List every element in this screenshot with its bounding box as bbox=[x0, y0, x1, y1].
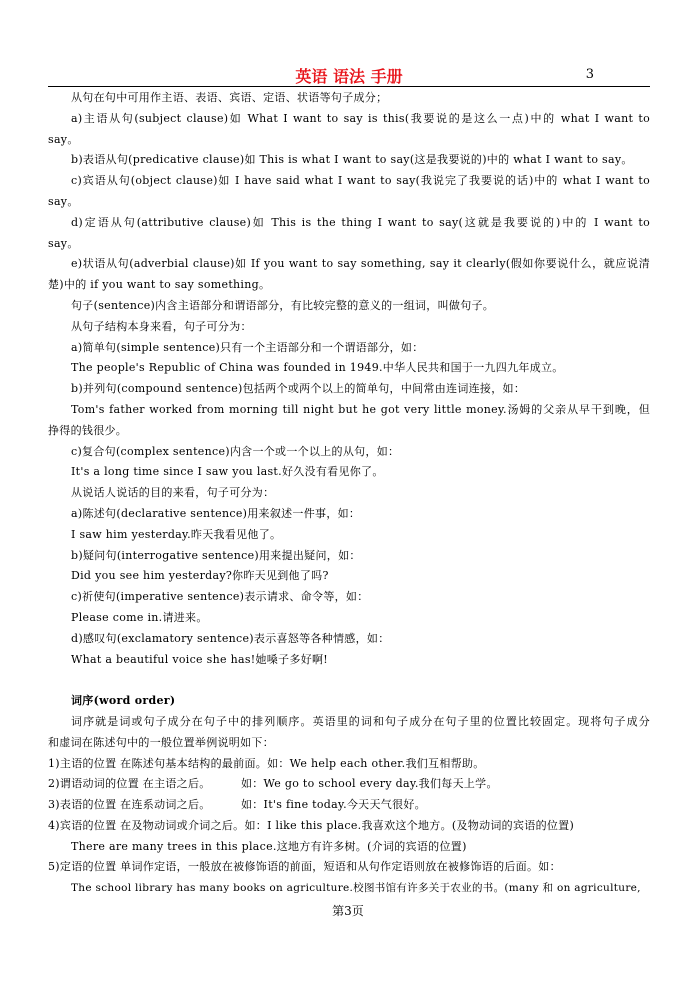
text-line: 和虚词在陈述句中的一般位置举例说明如下： bbox=[48, 735, 274, 749]
page-header bbox=[48, 62, 650, 87]
text-line: 词序就是词或句子成分在句子中的排列顺序。英语里的词和句子成分在句子里的位置比较固定。现将句子成分 bbox=[71, 714, 650, 728]
text-line: c)复合句(complex sentence)内含一个或一个以上的从句，如： bbox=[71, 444, 400, 458]
text-line: I saw him yesterday.昨天我看见他了。 bbox=[71, 527, 282, 541]
text-line: 3)表语的位置 在连系动词之后。 如：It's fine today.今天天气很好。 bbox=[48, 798, 426, 812]
text-line: 从句子结构本身来看，句子可分为： bbox=[71, 319, 252, 333]
text-line: Please come in.请进来。 bbox=[71, 610, 208, 624]
header-page-number: 3 bbox=[585, 67, 594, 82]
blank-line bbox=[48, 670, 650, 691]
text-line: 1)主语的位置 在陈述句基本结构的最前面。如：We help each other.我们互相帮助。 bbox=[48, 756, 485, 770]
text-line: a)主语从句(subject clause)如 What I want to say is this(我要说的是这么一点)中的 what I want to bbox=[71, 111, 650, 125]
text-line: e)状语从句(adverbial clause)如 If you want to say something, say it clearly(假如你要说什么，就应说清 bbox=[71, 257, 650, 271]
text-line: What a beautiful voice she has!她嗓子多好啊! bbox=[71, 652, 329, 666]
text-line: b)并列句(compound sentence)包括两个或两个以上的简单句，中间常由连词连接，如： bbox=[71, 382, 526, 396]
document-body bbox=[48, 88, 650, 899]
text-line: 楚)中的 if you want to say something。 bbox=[48, 278, 271, 292]
text-line: There are many trees in this place.这地方有许多树。(介词的宾语的位置) bbox=[71, 839, 467, 853]
text-line: c)宾语从句(object clause)如 I have said what I want to say(我说完了我要说的话)中的 what I want to bbox=[71, 174, 650, 188]
text-line: say。 bbox=[48, 132, 79, 146]
text-line: b)表语从句(predicative clause)如 This is what I want to say(这是我要说的)中的 what I want to say。 bbox=[71, 153, 633, 167]
text-line: a)简单句(simple sentence)只有一个主语部分和一个谓语部分，如： bbox=[71, 340, 424, 354]
text-line: It's a long time since I saw you last.好久没有看见你了。 bbox=[71, 465, 384, 479]
text-line: The people's Republic of China was founded in 1949.中华人民共和国于一九四九年成立。 bbox=[71, 361, 564, 375]
text-line: The school library has many books on agriculture.校图书馆有许多关于农业的书。(many 和 on agriculture, bbox=[71, 882, 641, 895]
text-line: 挣得的钱很少。 bbox=[48, 423, 128, 437]
text-line: 从句在句中可用作主语、表语、宾语、定语、状语等句子成分； bbox=[71, 91, 388, 104]
text-line: 从说话人说话的目的来看，句子可分为： bbox=[71, 486, 275, 500]
text-line: say。 bbox=[48, 236, 79, 250]
text-line: c)祈使句(imperative sentence)表示请求、命令等，如： bbox=[71, 590, 369, 604]
header-title: 英语 语法 手册 bbox=[295, 67, 403, 86]
text-line: 句子(sentence)内含主语部分和谓语部分，有比较完整的意义的一组词，叫做句子。 bbox=[71, 298, 495, 312]
text-line: 2)谓语动词的位置 在主语之后。 如：We go to school every day.我们每天上学。 bbox=[48, 777, 498, 791]
text-line: a)陈述句(declarative sentence)用来叙述一件事，如： bbox=[71, 506, 361, 520]
section-heading: 词序(word order) bbox=[71, 694, 176, 708]
text-line: d)定语从句(attributive clause)如 This is the thing I want to say(这就是我要说的)中的 I want to bbox=[71, 215, 650, 229]
page-footer: 第3页 bbox=[332, 904, 364, 918]
text-line: 5)定语的位置 单词作定语，一般放在被修饰语的前面，短语和从句作定语则放在被修饰语的后面。如： bbox=[48, 860, 561, 874]
text-line: b)疑问句(interrogative sentence)用来提出疑问，如： bbox=[71, 548, 361, 562]
text-line: Did you see him yesterday?你昨天见到他了吗? bbox=[71, 569, 329, 583]
text-line: d)感叹句(exclamatory sentence)表示喜怒等各种情感，如： bbox=[71, 631, 390, 645]
text-line: 4)宾语的位置 在及物动词或介词之后。如：I like this place.我喜欢这个地方。(及物动词的宾语的位置) bbox=[48, 818, 575, 832]
text-line: say。 bbox=[48, 194, 79, 208]
text-line: Tom's father worked from morning till night but he got very little money.汤姆的父亲从早干到晚，但 bbox=[71, 402, 650, 416]
